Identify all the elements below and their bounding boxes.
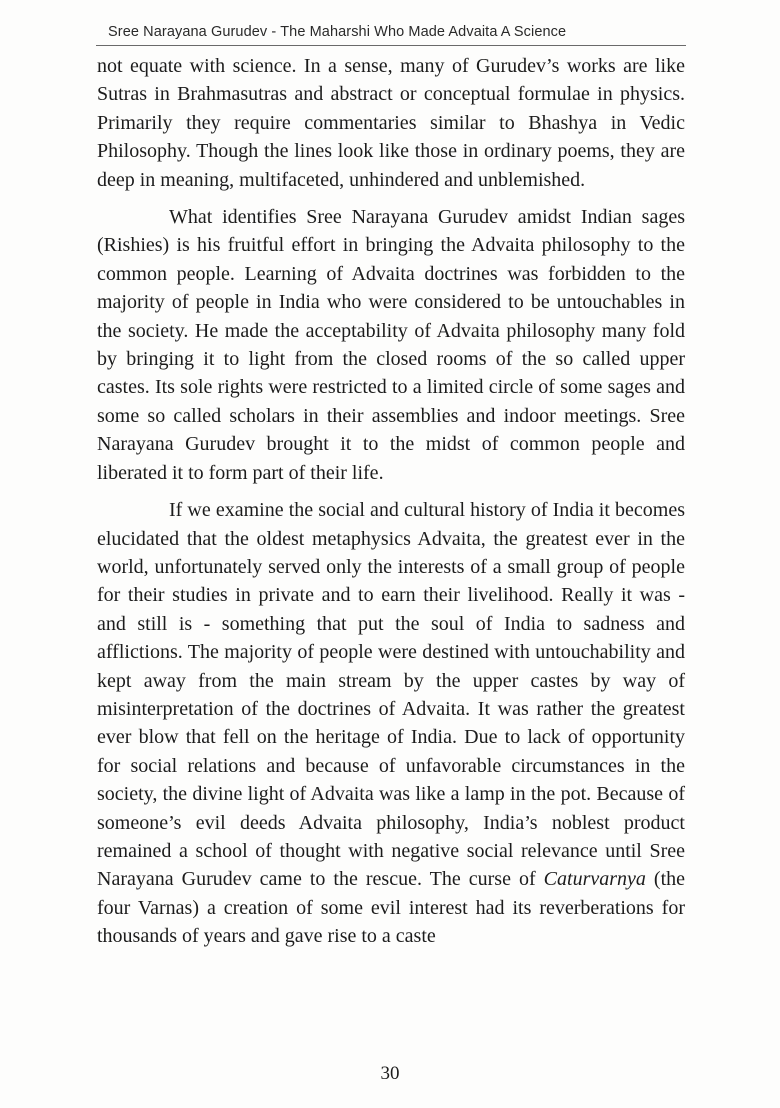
paragraph-3-text-before-italic: If we examine the social and cultural history of India it becomes elucidated that the oldest metaphysics Advaita, the greatest ever in the world, unfortunately served only the interests of a small group of people for their studies in private and to earn their livelihood. Really it was - and still is - something that put the soul of India to sadness and afflictions. The majority of people were destined with untouchability and kept away from the main stream by the upper castes by way of misinterpretation of the doctrines of Advaita. It was rather the greatest ever blow that fell on the heritage of India. Due to lack of opportunity for social relations and because of unfavorable circumstances in the society, the divine light of Advaita was like a lamp in the pot. Because of someone’s evil deeds Advaita philosophy, India’s noblest product remained a school of thought with negative social relevance until Sree Narayana Gurudev came to the rescue. The curse of [97, 499, 685, 891]
body-text [97, 52, 685, 960]
paragraph-3 [97, 496, 685, 951]
paragraph-2: What identifies Sree Narayana Gurudev amidst Indian sages (Rishies) is his fruitful effort in bringing the Advaita philosophy to the common people. Learning of Advaita doctrines was forbidden to the majority of people in India who were considered to be untouchables in the society. He made the acceptability of Advaita philosophy many fold by bringing it to light from the closed rooms of the so called upper castes. Its sole rights were restricted to a limited circle of some sages and some so called scholars in their assemblies and indoor meetings. Sree Narayana Gurudev brought it to the midst of common people and liberated it to form part of their life. [97, 206, 685, 484]
caturvarnya-italic: Caturvarnya [543, 868, 646, 891]
header-rule [96, 45, 686, 46]
paragraph-1: not equate with science. In a sense, many of Gurudev’s works are like Sutras in Brahmasutras and abstract or conceptual formulae in physics. Primarily they require commentaries similar to Bhashya in Vedic Philosophy. Though the lines look like those in ordinary poems, they are deep in meaning, multifaceted, unhindered and unblemished. [97, 55, 685, 191]
paragraph-3-text-after-italic: (the four Varnas) a creation of some evil interest had its reverberations for thousands of years and gave rise to a caste [97, 868, 686, 948]
running-header: Sree Narayana Gurudev - The Maharshi Who Made Advaita A Science [108, 24, 567, 40]
page-number: 30 [380, 1063, 400, 1084]
